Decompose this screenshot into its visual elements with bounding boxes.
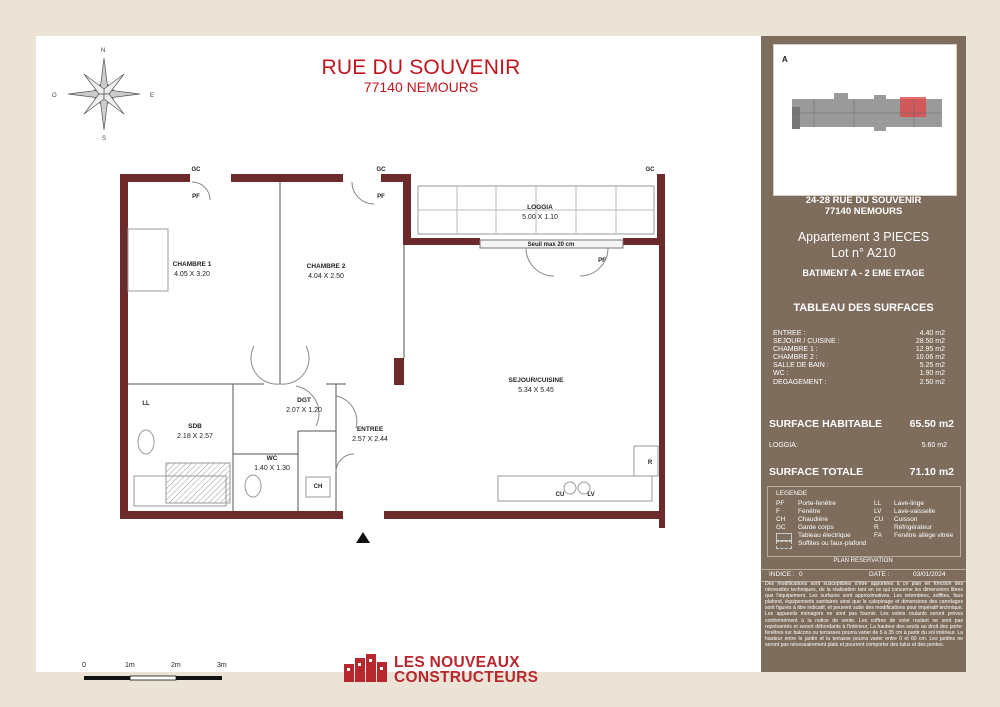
table-row	[773, 338, 945, 346]
loggia-label: LOGGIA:	[769, 442, 798, 449]
apartment-block	[761, 229, 966, 261]
room-wc-name: WC	[266, 455, 278, 462]
plan-reservation-label: PLAN RESERVATION	[833, 558, 893, 564]
row-value: 4.40 m2	[919, 330, 945, 337]
legend-value: Porte-fenêtre	[798, 500, 836, 507]
address-line1: 24-28 RUE DU SOUVENIR	[805, 195, 922, 206]
legend-key: CH	[776, 516, 786, 523]
loggia-surface	[769, 442, 947, 449]
legend-key: GC	[776, 524, 786, 531]
table-row	[773, 330, 945, 338]
legend-key: FA	[874, 532, 882, 539]
address-line2: 77140 NEMOURS	[824, 206, 903, 217]
room-dgt-dim: 2.07 X 1.20	[286, 407, 322, 414]
loggia-value: 5.60 m2	[921, 442, 947, 449]
surfaces-table-title: TABLEAU DES SURFACES	[793, 302, 934, 314]
entrance-arrow-icon	[356, 532, 370, 543]
surfaces-table	[773, 330, 945, 387]
row-value: 2.50 m2	[919, 378, 945, 386]
legend-value: Garde corps	[798, 524, 834, 531]
lv-label: LV	[587, 492, 595, 498]
row-value: 1.90 m2	[919, 370, 945, 378]
surface-habitable-value: 65.50 m2	[909, 418, 954, 430]
logo-buildings-icon	[342, 654, 390, 684]
row-label: WC :	[773, 370, 789, 378]
room-chambre2-dim: 4.04 X 2.50	[308, 273, 344, 280]
disclaimer-text: Des modifications sont susceptibles d'être apportées à ce plan en fonction des nécessités techniques, de la réalisation tant en ce qui concerne les dimensions libres que l'équipement. Les surfaces sont approximatives. Les retombées, soffites, faux plafond, équipements sanitaires ainsi que le calepinage et dimensions des carrelages sont figurés à titre indicatif, et peuvent subir des modifications pour impératif technique. Les appareils ménagers ne sont pas fournis. Les volets roulants seront prévus conformément à la notice de vente. Les coffres de volet roulant ne sont pas représentés et seront débordants à l'intérieur. La hauteur des seuils au droit des porte-fenêtres sur balcons ou terrasses pourra varier de 5 à 35 cm à partir du sol intérieur. La hauteur entre le jardin et la terrasse pourra varier entre 0 et 60 cm. Les jardins ne seront pas nécessairement plats et pourront comporter des talus et des pentes.	[765, 581, 963, 648]
legend-key: R	[874, 524, 879, 531]
cu-label: CU	[555, 492, 565, 498]
legend-value: Lave-vaisselle	[894, 508, 936, 515]
logo-line2: CONSTRUCTEURS	[394, 669, 539, 686]
r-label: R	[647, 460, 653, 466]
street-title: RUE DU SOUVENIR	[321, 56, 521, 79]
legend-key: PF	[776, 500, 785, 507]
compass-o: O	[52, 93, 57, 99]
row-label: CHAMBRE 2 :	[773, 354, 818, 362]
room-dgt-name: DGT	[297, 397, 311, 404]
row-value: 10.06 m2	[915, 354, 945, 362]
legend-key: LV	[874, 508, 882, 515]
apartment-type: Appartement 3 PIECES	[797, 230, 930, 244]
seuil-label: Seuil max 20 cm	[527, 242, 575, 248]
floor-plan	[36, 36, 761, 556]
row-label: SALLE DE BAIN :	[773, 362, 829, 370]
scale-tick-0: 0	[82, 662, 86, 669]
table-row	[773, 370, 945, 378]
room-loggia-name: LOGGIA	[527, 204, 553, 211]
indice-value: 0	[799, 571, 803, 578]
row-label: ENTREE :	[773, 330, 806, 337]
surface-habitable-label: SURFACE HABITABLE	[769, 418, 882, 430]
row-label: SEJOUR / CUISINE :	[773, 338, 840, 346]
ll-label: LL	[142, 401, 150, 407]
room-sdb-dim: 2.18 X 2.57	[177, 433, 213, 440]
soffit-icon	[776, 541, 792, 549]
scale-tick-3: 3m	[217, 662, 227, 669]
surface-totale	[769, 466, 954, 478]
date-label: DATE :	[869, 571, 890, 578]
legend-value: Réfrigérateur	[894, 524, 932, 531]
room-chambre2-name: CHAMBRE 2	[306, 263, 346, 270]
legend-box	[767, 486, 961, 557]
surface-habitable	[769, 418, 954, 430]
legend-key: CU	[874, 516, 884, 523]
address-block	[761, 195, 966, 217]
room-wc-dim: 1.40 X 1.30	[254, 465, 290, 472]
lot-number: Lot n° A210	[831, 246, 896, 260]
scale-bar	[82, 662, 232, 690]
gc-label-3: GC	[645, 167, 655, 173]
pf-label-2: PF	[377, 194, 385, 200]
building-floor: BATIMENT A - 2 EME ETAGE	[802, 268, 925, 278]
scale-tick-2: 2m	[171, 662, 181, 669]
legend-key: LL	[874, 500, 882, 507]
compass-n: N	[101, 48, 106, 54]
electrical-panel-icon	[776, 533, 792, 541]
city-subtitle: 77140 NEMOURS	[363, 79, 479, 95]
company-logo	[342, 652, 542, 688]
room-sdb-name: SDB	[188, 423, 202, 430]
minimap-highlight	[900, 97, 926, 117]
ch-label: CH	[313, 484, 323, 490]
compass-s: S	[102, 136, 107, 142]
legend-title: LEGENDE	[776, 490, 808, 497]
table-row	[773, 379, 945, 387]
compass-e: E	[150, 93, 155, 99]
gc-label-1: GC	[191, 167, 201, 173]
row-label: CHAMBRE 1 :	[773, 346, 818, 354]
room-entree-dim: 2.57 X 2.44	[352, 436, 388, 443]
room-loggia-dim: 5.00 X 1.10	[522, 214, 558, 221]
legend-value: Fenêtre allège vitrée	[894, 532, 954, 539]
room-chambre1-name: CHAMBRE 1	[172, 261, 212, 268]
date-value: 03/01/2024	[913, 571, 946, 578]
row-value: 12.95 m2	[915, 346, 945, 354]
pf-label-1: PF	[192, 194, 200, 200]
legend-value: Fenêtre	[798, 508, 821, 515]
pf-label-3: PF	[598, 258, 606, 264]
legend-value: Lave-linge	[894, 500, 924, 507]
legend-value: Soffites ou faux-plafond	[798, 540, 867, 547]
logo-line1: LES NOUVEAUX	[394, 654, 520, 671]
room-entree-name: ENTREE	[356, 426, 384, 433]
row-value: 28.50 m2	[915, 338, 945, 346]
legend-value: Chaudière	[798, 516, 828, 523]
room-chambre1-dim: 4.05 X 3.20	[174, 271, 210, 278]
row-label: DEGAGEMENT :	[773, 378, 827, 386]
table-row	[773, 362, 945, 370]
minimap-building-label: A	[782, 55, 788, 64]
surface-totale-label: SURFACE TOTALE	[769, 466, 864, 478]
table-row	[773, 354, 945, 362]
gc-label-2: GC	[376, 167, 386, 173]
row-value: 5.25 m2	[919, 362, 945, 370]
location-minimap	[773, 44, 957, 196]
scale-tick-1: 1m	[125, 662, 135, 669]
room-sejour-name: SEJOUR/CUISINE	[508, 377, 564, 384]
indice-label: INDICE :	[769, 571, 795, 578]
legend-key: F	[776, 508, 780, 515]
legend-value: Cuisson	[894, 516, 918, 523]
table-row	[773, 346, 945, 354]
info-panel	[761, 36, 966, 672]
legend-value: Tableau électrique	[798, 532, 851, 539]
surface-totale-value: 71.10 m2	[909, 466, 954, 478]
room-sejour-dim: 5.34 X 5.45	[518, 387, 554, 394]
